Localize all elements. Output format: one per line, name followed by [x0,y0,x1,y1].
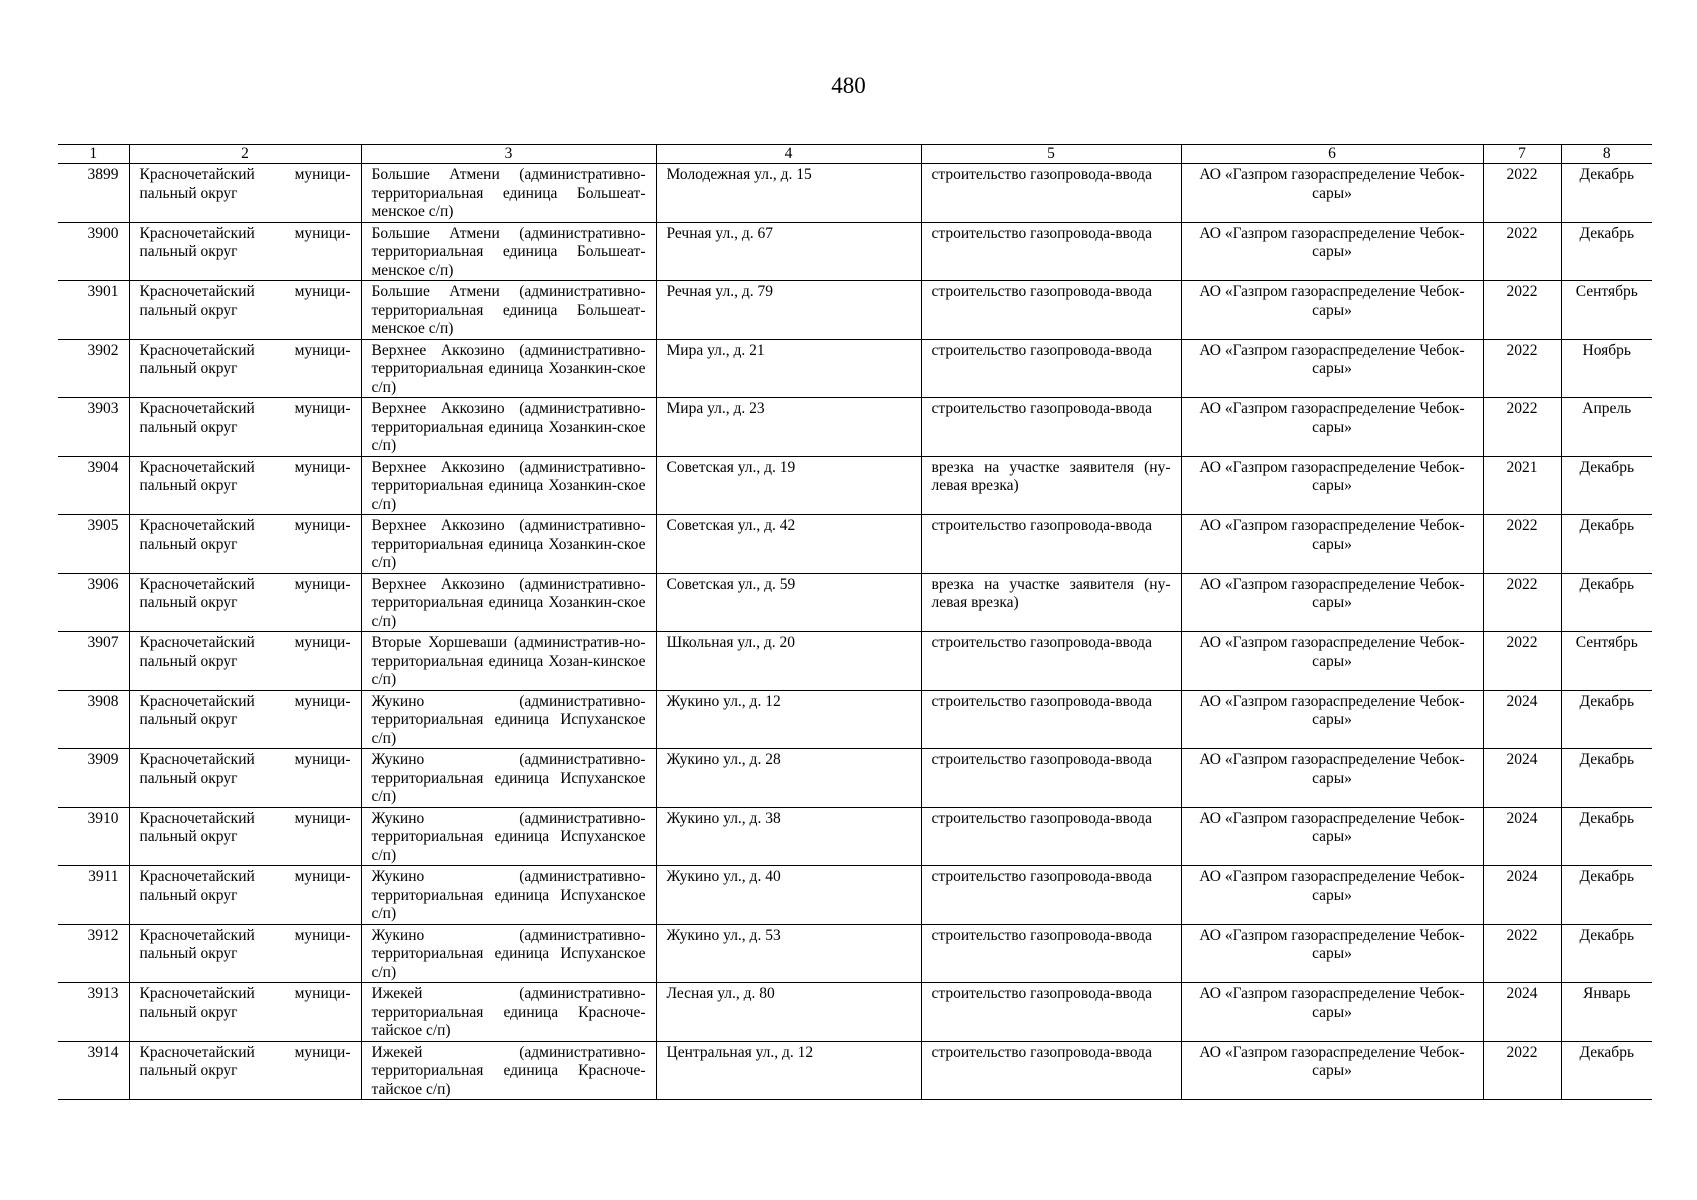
settlement-cell: Жукино (административно-территориальная единица Испуханское с/п) [361,690,656,749]
row-number: 3910 [58,807,129,866]
year-cell: 2024 [1483,807,1561,866]
address-cell: Мира ул., д. 21 [656,339,921,398]
organization-cell: АО «Газпром газораспределение Чебок-сары» [1181,164,1483,223]
month-cell: Декабрь [1561,807,1652,866]
year-cell: 2022 [1483,281,1561,340]
year-cell: 2021 [1483,456,1561,515]
page-number: 480 [831,73,866,98]
row-number: 3909 [58,749,129,808]
address-cell: Молодежная ул., д. 15 [656,164,921,223]
month-cell: Декабрь [1561,690,1652,749]
settlement-cell: Верхнее Аккозино (административно-территориальная единица Хозанкин-ское с/п) [361,398,656,457]
district-cell: Красночетайский муници-пальный округ [129,515,361,574]
table-row [58,983,1652,1042]
address-cell: Речная ул., д. 79 [656,281,921,340]
table-row [58,281,1652,340]
table-row [58,807,1652,866]
district-cell: Красночетайский муници-пальный округ [129,866,361,925]
district-cell: Красночетайский муници-пальный округ [129,222,361,281]
settlement-cell: Большие Атмени (административно-территориальная единица Большеат-менское с/п) [361,164,656,223]
organization-cell: АО «Газпром газораспределение Чебок-сары» [1181,983,1483,1042]
month-cell: Сентябрь [1561,281,1652,340]
year-cell: 2024 [1483,866,1561,925]
address-cell: Жукино ул., д. 40 [656,866,921,925]
address-cell: Жукино ул., д. 38 [656,807,921,866]
district-cell: Красночетайский муници-пальный округ [129,573,361,632]
table-body [58,164,1652,1100]
year-cell: 2022 [1483,339,1561,398]
district-cell: Красночетайский муници-пальный округ [129,339,361,398]
year-cell: 2022 [1483,632,1561,691]
month-cell: Декабрь [1561,164,1652,223]
settlement-cell: Жукино (административно-территориальная единица Испуханское с/п) [361,866,656,925]
year-cell: 2024 [1483,690,1561,749]
settlement-cell: Жукино (административно-территориальная единица Испуханское с/п) [361,924,656,983]
organization-cell: АО «Газпром газораспределение Чебок-сары» [1181,456,1483,515]
table-row [58,866,1652,925]
work-type-cell: строительство газопровода-ввода [921,515,1181,574]
row-number: 3905 [58,515,129,574]
address-cell: Советская ул., д. 42 [656,515,921,574]
district-cell: Красночетайский муници-пальный округ [129,1041,361,1100]
table-row [58,690,1652,749]
table-row [58,515,1652,574]
table-row [58,164,1652,223]
month-cell: Декабрь [1561,222,1652,281]
month-cell: Декабрь [1561,573,1652,632]
settlement-cell: Верхнее Аккозино (административно-территориальная единица Хозанкин-ское с/п) [361,456,656,515]
address-cell: Советская ул., д. 19 [656,456,921,515]
work-type-cell: строительство газопровода-ввода [921,281,1181,340]
address-cell: Жукино ул., д. 12 [656,690,921,749]
column-header: 3 [361,145,656,164]
organization-cell: АО «Газпром газораспределение Чебок-сары» [1181,632,1483,691]
address-cell: Жукино ул., д. 53 [656,924,921,983]
row-number: 3911 [58,866,129,925]
work-type-cell: строительство газопровода-ввода [921,398,1181,457]
table-row [58,924,1652,983]
organization-cell: АО «Газпром газораспределение Чебок-сары» [1181,339,1483,398]
organization-cell: АО «Газпром газораспределение Чебок-сары» [1181,222,1483,281]
organization-cell: АО «Газпром газораспределение Чебок-сары» [1181,515,1483,574]
row-number: 3902 [58,339,129,398]
table-row [58,222,1652,281]
settlement-cell: Большие Атмени (административно-территориальная единица Большеат-менское с/п) [361,222,656,281]
month-cell: Декабрь [1561,749,1652,808]
address-cell: Центральная ул., д. 12 [656,1041,921,1100]
settlement-cell: Жукино (административно-территориальная единица Испуханское с/п) [361,749,656,808]
table-row [58,573,1652,632]
row-number: 3908 [58,690,129,749]
year-cell: 2022 [1483,164,1561,223]
organization-cell: АО «Газпром газораспределение Чебок-сары» [1181,1041,1483,1100]
settlement-cell: Верхнее Аккозино (административно-территориальная единица Хозанкин-ское с/п) [361,339,656,398]
organization-cell: АО «Газпром газораспределение Чебок-сары» [1181,690,1483,749]
work-type-cell: строительство газопровода-ввода [921,1041,1181,1100]
row-number: 3906 [58,573,129,632]
organization-cell: АО «Газпром газораспределение Чебок-сары» [1181,573,1483,632]
row-number: 3900 [58,222,129,281]
organization-cell: АО «Газпром газораспределение Чебок-сары» [1181,866,1483,925]
month-cell: Декабрь [1561,456,1652,515]
settlement-cell: Жукино (административно-территориальная единица Испуханское с/п) [361,807,656,866]
month-cell: Ноябрь [1561,339,1652,398]
month-cell: Декабрь [1561,924,1652,983]
organization-cell: АО «Газпром газораспределение Чебок-сары» [1181,749,1483,808]
year-cell: 2022 [1483,1041,1561,1100]
work-type-cell: строительство газопровода-ввода [921,632,1181,691]
address-cell: Школьная ул., д. 20 [656,632,921,691]
address-cell: Мира ул., д. 23 [656,398,921,457]
row-number: 3901 [58,281,129,340]
year-cell: 2022 [1483,924,1561,983]
year-cell: 2024 [1483,749,1561,808]
column-header: 5 [921,145,1181,164]
table-row [58,1041,1652,1100]
row-number: 3914 [58,1041,129,1100]
district-cell: Красночетайский муници-пальный округ [129,281,361,340]
year-cell: 2022 [1483,398,1561,457]
settlement-cell: Верхнее Аккозино (административно-территориальная единица Хозанкин-ское с/п) [361,573,656,632]
organization-cell: АО «Газпром газораспределение Чебок-сары» [1181,807,1483,866]
row-number: 3899 [58,164,129,223]
work-type-cell: врезка на участке заявителя (ну-левая врезка) [921,456,1181,515]
work-type-cell: строительство газопровода-ввода [921,690,1181,749]
address-cell: Лесная ул., д. 80 [656,983,921,1042]
work-type-cell: врезка на участке заявителя (ну-левая врезка) [921,573,1181,632]
row-number: 3913 [58,983,129,1042]
column-header: 1 [58,145,129,164]
column-header: 6 [1181,145,1483,164]
table-row [58,632,1652,691]
district-cell: Красночетайский муници-пальный округ [129,807,361,866]
row-number: 3903 [58,398,129,457]
settlement-cell: Ижекей (административно-территориальная единица Красноче-тайское с/п) [361,983,656,1042]
table-row [58,339,1652,398]
work-type-cell: строительство газопровода-ввода [921,924,1181,983]
work-type-cell: строительство газопровода-ввода [921,164,1181,223]
district-cell: Красночетайский муници-пальный округ [129,690,361,749]
gas-connection-table [58,144,1652,1100]
month-cell: Январь [1561,983,1652,1042]
work-type-cell: строительство газопровода-ввода [921,866,1181,925]
year-cell: 2022 [1483,573,1561,632]
district-cell: Красночетайский муници-пальный округ [129,924,361,983]
settlement-cell: Вторые Хоршеваши (административ-но-территориальная единица Хозан-кинское с/п) [361,632,656,691]
district-cell: Красночетайский муници-пальный округ [129,398,361,457]
month-cell: Сентябрь [1561,632,1652,691]
month-cell: Декабрь [1561,1041,1652,1100]
address-cell: Жукино ул., д. 28 [656,749,921,808]
work-type-cell: строительство газопровода-ввода [921,222,1181,281]
address-cell: Советская ул., д. 59 [656,573,921,632]
settlement-cell: Большие Атмени (административно-территориальная единица Большеат-менское с/п) [361,281,656,340]
district-cell: Красночетайский муници-пальный округ [129,456,361,515]
column-header: 2 [129,145,361,164]
table-row [58,749,1652,808]
row-number: 3907 [58,632,129,691]
table-row [58,398,1652,457]
column-header: 4 [656,145,921,164]
row-number: 3904 [58,456,129,515]
work-type-cell: строительство газопровода-ввода [921,983,1181,1042]
year-cell: 2022 [1483,222,1561,281]
column-number-row [58,145,1652,164]
month-cell: Декабрь [1561,515,1652,574]
column-header: 7 [1483,145,1561,164]
work-type-cell: строительство газопровода-ввода [921,807,1181,866]
address-cell: Речная ул., д. 67 [656,222,921,281]
year-cell: 2024 [1483,983,1561,1042]
district-cell: Красночетайский муници-пальный округ [129,983,361,1042]
year-cell: 2022 [1483,515,1561,574]
work-type-cell: строительство газопровода-ввода [921,749,1181,808]
organization-cell: АО «Газпром газораспределение Чебок-сары» [1181,281,1483,340]
organization-cell: АО «Газпром газораспределение Чебок-сары» [1181,924,1483,983]
table-row [58,456,1652,515]
organization-cell: АО «Газпром газораспределение Чебок-сары» [1181,398,1483,457]
work-type-cell: строительство газопровода-ввода [921,339,1181,398]
district-cell: Красночетайский муници-пальный округ [129,164,361,223]
district-cell: Красночетайский муници-пальный округ [129,632,361,691]
row-number: 3912 [58,924,129,983]
month-cell: Апрель [1561,398,1652,457]
settlement-cell: Ижекей (административно-территориальная единица Красноче-тайское с/п) [361,1041,656,1100]
settlement-cell: Верхнее Аккозино (административно-территориальная единица Хозанкин-ское с/п) [361,515,656,574]
month-cell: Декабрь [1561,866,1652,925]
column-header: 8 [1561,145,1652,164]
district-cell: Красночетайский муници-пальный округ [129,749,361,808]
